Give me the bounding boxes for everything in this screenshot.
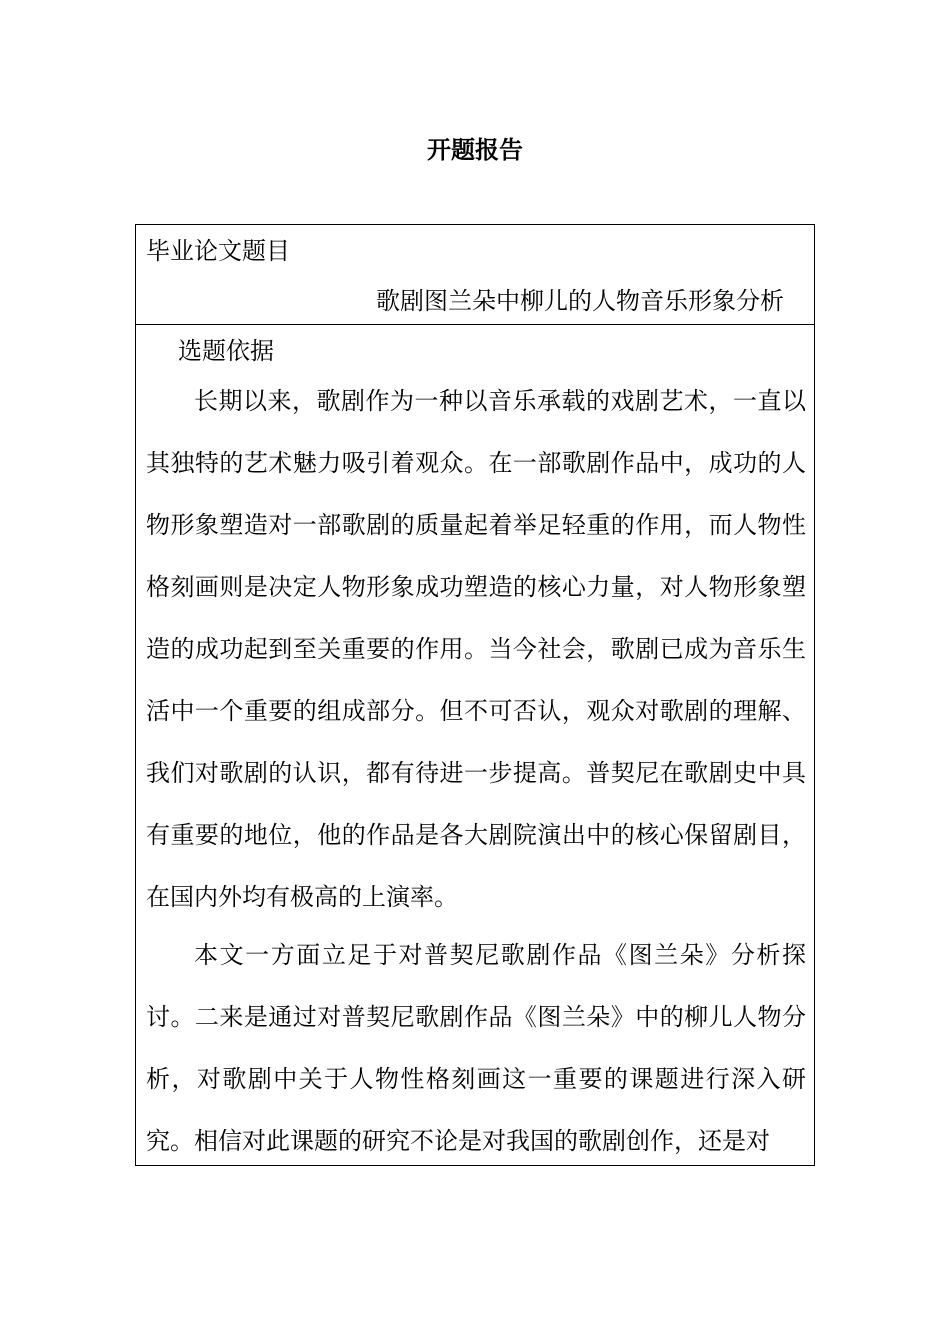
proposal-form-table [135, 224, 815, 1166]
thesis-title-row [136, 225, 814, 325]
topic-basis-row [136, 325, 814, 1165]
body-paragraph: 本文一方面立足于对普契尼歌剧作品《图兰朵》分析探讨。二来是通过对普契尼歌剧作品《图兰朵》中的柳儿人物分析，对歌剧中关于人物性格刻画这一重要的课题进行深入研究。相信对此课题的研究不论是对我国的歌剧创作，还是对 [146, 941, 806, 1155]
body-paragraph: 长期以来，歌剧作为一种以音乐承载的戏剧艺术，一直以其独特的艺术魅力吸引着观众。在一部歌剧作品中，成功的人物形象塑造对一部歌剧的质量起着举足轻重的作用，而人物性格刻画则是决定人物形象成功塑造的核心力量，对人物形象塑造的成功起到至关重要的作用。当今社会，歌剧已成为音乐生活中一个重要的组成部分。但不可否认，观众对歌剧的理解、我们对歌剧的认识，都有待进一步提高。普契尼在歌剧史中具有重要的地位，他的作品是各大剧院演出中的核心保留剧目，在国内外均有极高的上演率。 [146, 387, 806, 911]
thesis-title-label: 毕业论文题目 [146, 237, 290, 265]
page-title: 开题报告 [427, 136, 523, 164]
thesis-title-value: 歌剧图兰朵中柳儿的人物音乐形象分析 [376, 287, 784, 315]
topic-basis-label: 选题依据 [178, 337, 274, 365]
